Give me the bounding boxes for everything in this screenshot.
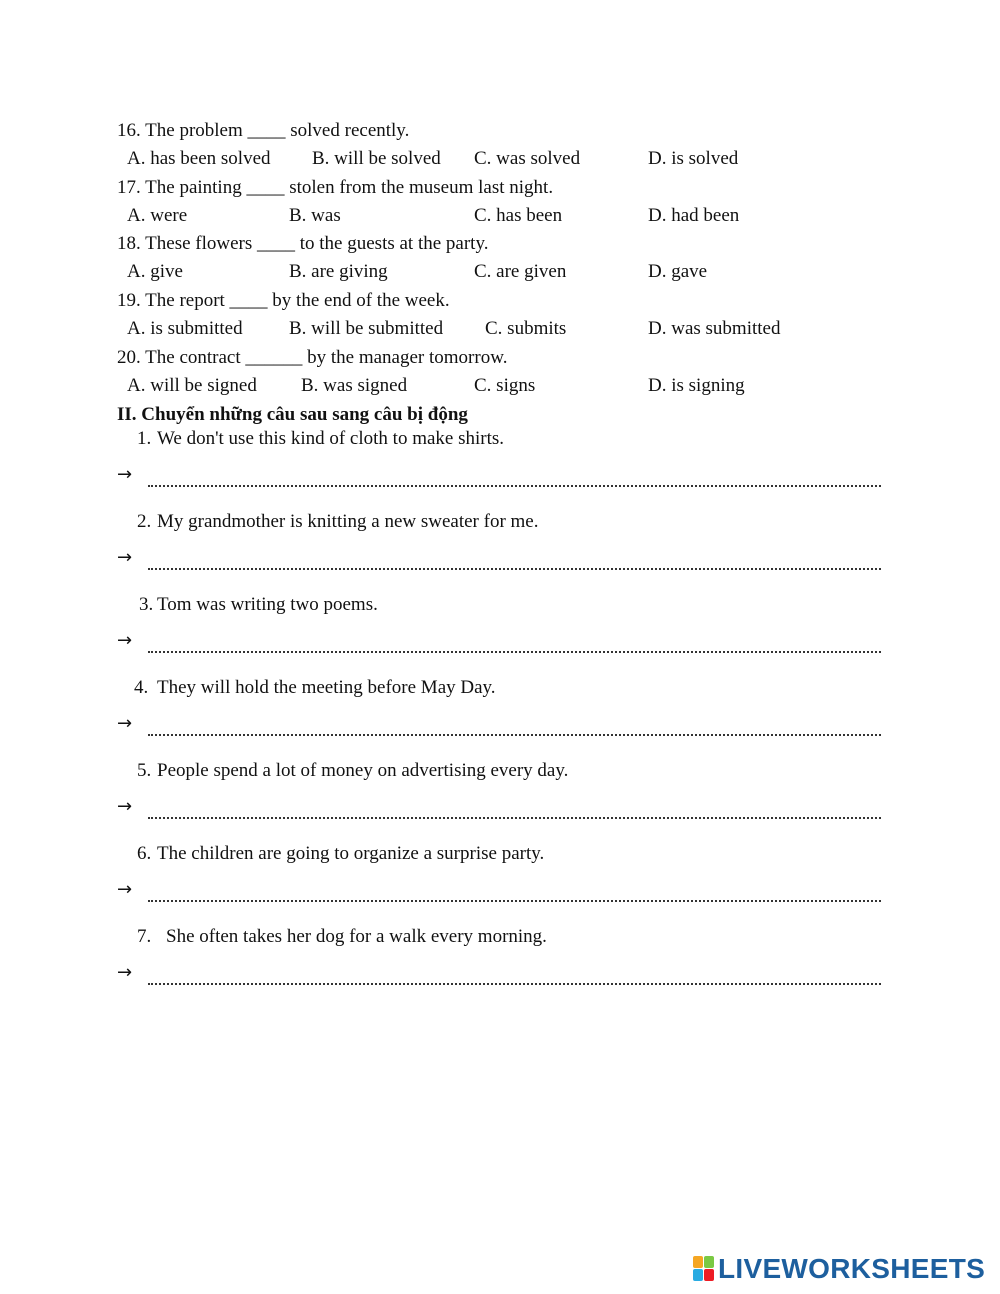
option-c[interactable]: C. was solved — [474, 148, 581, 169]
arrow-icon: → — [117, 547, 133, 568]
option-d[interactable]: D. is signing — [648, 375, 745, 396]
option-d[interactable]: D. is solved — [648, 148, 739, 169]
arrow-icon: → — [117, 630, 133, 651]
option-b[interactable]: B. was signed — [301, 375, 408, 396]
liveworksheets-logo-icon — [692, 1255, 716, 1283]
arrow-icon: → — [117, 464, 133, 485]
option-b[interactable]: B. are giving — [289, 261, 388, 282]
option-b[interactable]: B. will be solved — [312, 148, 441, 169]
answer-line[interactable] — [148, 568, 881, 570]
option-d[interactable]: D. was submitted — [648, 318, 781, 339]
option-b[interactable]: B. will be submitted — [289, 318, 444, 339]
option-a[interactable]: A. will be signed — [127, 375, 257, 396]
answer-line[interactable] — [148, 734, 881, 736]
section-heading: II. Chuyển những câu sau sang câu bị động — [117, 404, 468, 425]
option-a[interactable]: A. has been solved — [127, 148, 271, 169]
option-c[interactable]: C. submits — [485, 318, 567, 339]
item-number: 3. — [139, 594, 154, 615]
arrow-icon: → — [117, 796, 133, 817]
logo-text[interactable]: LIVEWORKSHEETS — [718, 1253, 986, 1284]
item-number: 1. — [137, 428, 152, 449]
option-a[interactable]: A. is submitted — [127, 318, 243, 339]
option-c[interactable]: C. signs — [474, 375, 536, 396]
question-text: 17. The painting ____ stolen from the museum last night. — [117, 177, 554, 198]
question-text: 20. The contract ______ by the manager tomorrow. — [117, 347, 508, 368]
question-text: 18. These flowers ____ to the guests at the party. — [117, 233, 489, 254]
item-sentence: They will hold the meeting before May Day. — [157, 677, 496, 698]
arrow-icon: → — [117, 962, 133, 983]
option-a[interactable]: A. were — [127, 205, 188, 226]
question-text: 19. The report ____ by the end of the week. — [117, 290, 450, 311]
item-number: 2. — [137, 511, 152, 532]
answer-line[interactable] — [148, 817, 881, 819]
question-text: 16. The problem ____ solved recently. — [117, 120, 410, 141]
item-sentence: We don't use this kind of cloth to make shirts. — [157, 428, 505, 449]
item-sentence: My grandmother is knitting a new sweater for me. — [157, 511, 539, 532]
item-sentence: Tom was writing two poems. — [157, 594, 378, 615]
arrow-icon: → — [117, 879, 133, 900]
option-a[interactable]: A. give — [127, 261, 183, 282]
item-sentence: People spend a lot of money on advertising every day. — [157, 760, 569, 781]
answer-line[interactable] — [148, 651, 881, 653]
item-number: 4. — [134, 677, 149, 698]
item-number: 7. — [137, 926, 152, 947]
option-c[interactable]: C. are given — [474, 261, 567, 282]
arrow-icon: → — [117, 713, 133, 734]
option-d[interactable]: D. gave — [648, 261, 708, 282]
answer-line[interactable] — [148, 900, 881, 902]
item-sentence: She often takes her dog for a walk every morning. — [166, 926, 547, 947]
item-number: 6. — [137, 843, 152, 864]
option-b[interactable]: B. was — [289, 205, 341, 226]
item-sentence: The children are going to organize a surprise party. — [157, 843, 545, 864]
answer-line[interactable] — [148, 983, 881, 985]
option-d[interactable]: D. had been — [648, 205, 740, 226]
answer-line[interactable] — [148, 485, 881, 487]
option-c[interactable]: C. has been — [474, 205, 563, 226]
item-number: 5. — [137, 760, 152, 781]
